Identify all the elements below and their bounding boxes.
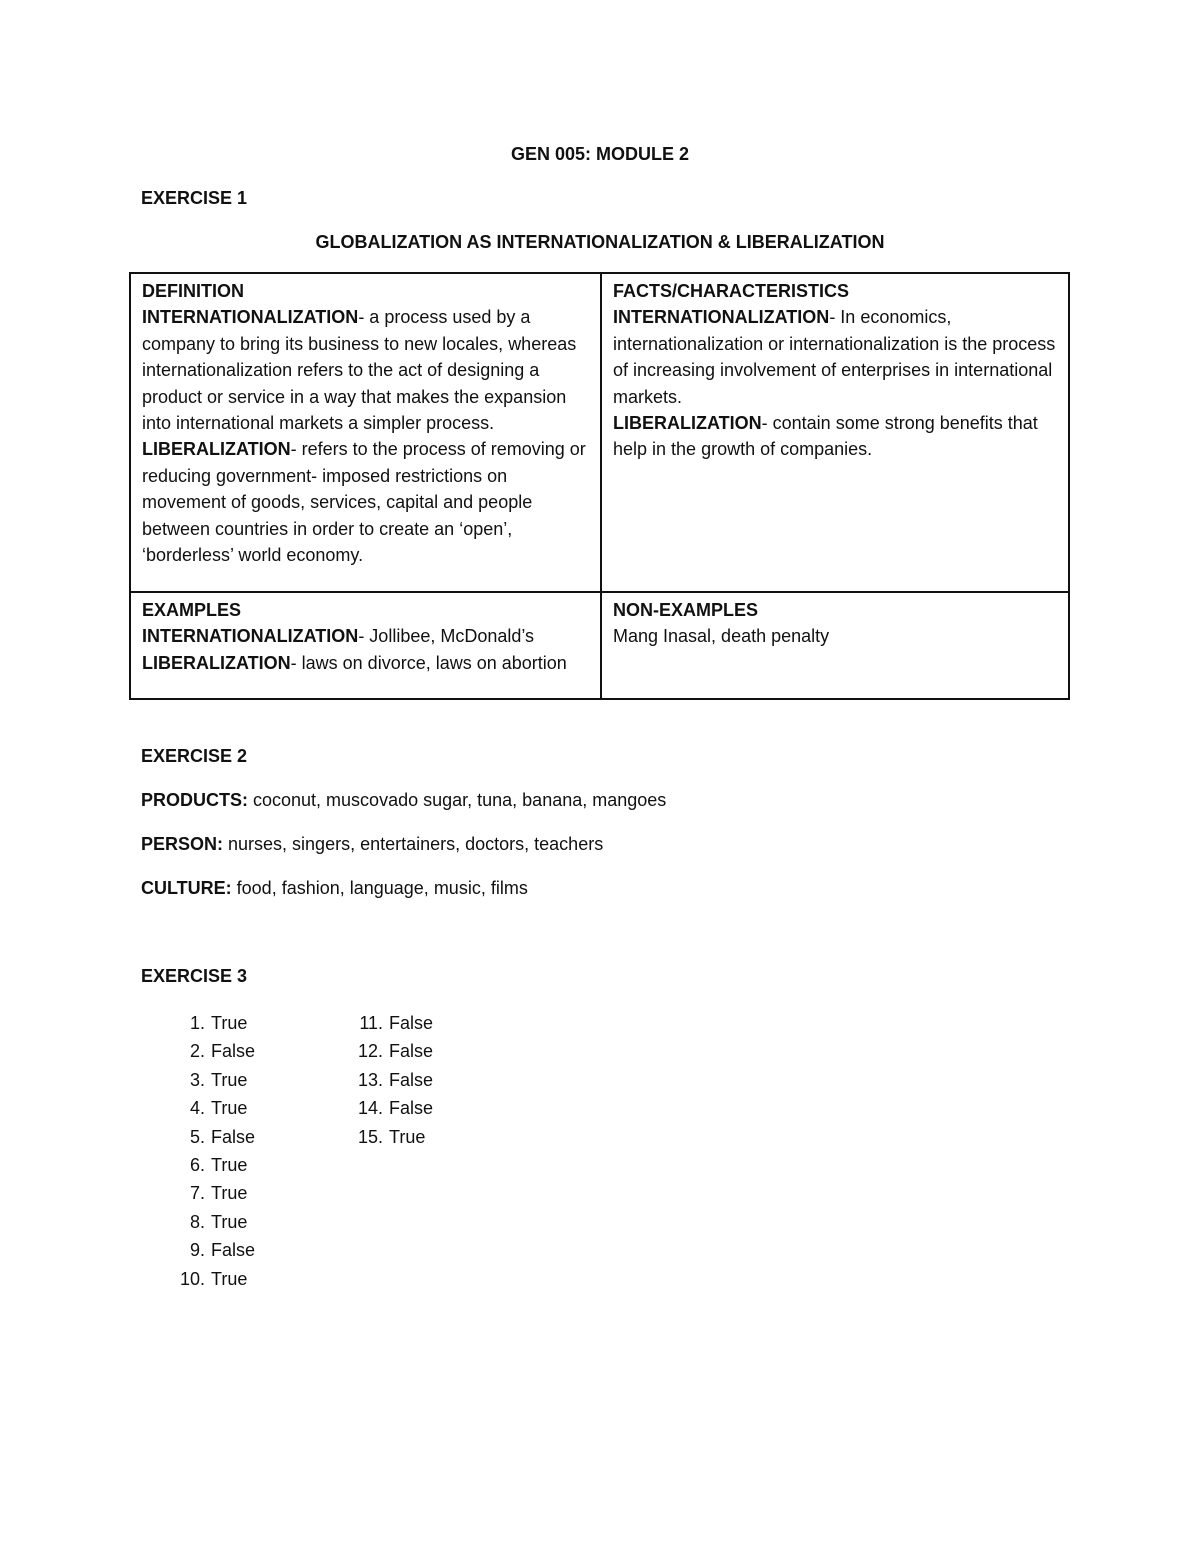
answer-number: 5. <box>189 1126 205 1147</box>
list-item <box>169 1009 255 1037</box>
answer-value: True <box>211 1098 248 1119</box>
products-label: PRODUCTS: <box>141 790 248 810</box>
definition-internationalization-text: - a process used by a company to bring its business to new locales, whereas internationalization refers to the act of designing a product or service in a way that makes the expansion into international markets a simpler process. <box>142 307 577 434</box>
facts-label: FACTS/CHARACTERISTICS <box>613 281 850 301</box>
answer-number: 12. <box>357 1041 383 1062</box>
answer-value: False <box>211 1240 256 1261</box>
examples-liberalization <box>142 650 590 676</box>
list-item <box>169 1208 255 1236</box>
answer-value: True <box>211 1069 248 1090</box>
definition-internationalization <box>142 304 590 436</box>
list-item <box>347 1009 433 1037</box>
exercise2-heading: EXERCISE 2 <box>141 746 248 766</box>
list-item <box>169 1066 255 1094</box>
answer-number: 11. <box>359 1013 383 1033</box>
facts-liberalization-text: - contain some strong benefits that help in the growth of companies. <box>613 413 1038 460</box>
answer-value: True <box>211 1211 248 1232</box>
answers-column-2 <box>347 1009 433 1151</box>
examples-liberalization-text: - laws on divorce, laws on abortion <box>290 652 567 673</box>
person-text: nurses, singers, entertainers, doctors, teachers <box>223 834 604 854</box>
products-line <box>141 790 666 811</box>
answer-value: True <box>389 1126 426 1147</box>
products-text: coconut, muscovado sugar, tuna, banana, mangoes <box>248 790 667 810</box>
table-row <box>130 592 1069 699</box>
exercise3-heading: EXERCISE 3 <box>141 966 248 986</box>
facts-liberalization <box>613 410 1058 463</box>
culture-label: CULTURE: <box>141 878 232 898</box>
examples-internationalization <box>142 623 590 649</box>
answer-number: 4. <box>189 1098 205 1119</box>
term-liberalization: LIBERALIZATION <box>613 413 762 434</box>
facts-internationalization <box>613 304 1058 410</box>
list-item <box>169 1123 255 1151</box>
answer-value: False <box>211 1041 256 1062</box>
answer-value: False <box>389 1098 434 1119</box>
answer-number: 6. <box>189 1154 205 1175</box>
answer-value: False <box>211 1126 256 1147</box>
answer-value: True <box>211 1268 248 1289</box>
table-row <box>130 273 1069 592</box>
term-internationalization: INTERNATIONALIZATION <box>613 307 830 328</box>
term-liberalization: LIBERALIZATION <box>142 652 291 673</box>
definition-label: DEFINITION <box>142 281 244 301</box>
non-examples-cell <box>601 592 1069 699</box>
answer-number: 13. <box>357 1069 383 1090</box>
term-internationalization: INTERNATIONALIZATION <box>142 307 359 328</box>
list-item <box>169 1037 255 1065</box>
facts-cell <box>601 273 1069 592</box>
list-item <box>347 1094 433 1122</box>
examples-cell <box>130 592 601 699</box>
list-item <box>347 1037 433 1065</box>
answer-number: 1. <box>189 1013 205 1033</box>
answer-value: True <box>211 1183 248 1204</box>
list-item <box>169 1265 255 1293</box>
definition-cell <box>130 273 601 592</box>
answer-number: 10. <box>179 1268 205 1289</box>
answer-number: 14. <box>357 1098 383 1119</box>
term-internationalization: INTERNATIONALIZATION <box>142 626 359 647</box>
answer-number: 2. <box>189 1041 205 1062</box>
exercise1-subtitle: GLOBALIZATION AS INTERNATIONALIZATION & LIBERALIZATION <box>315 232 885 252</box>
answer-value: True <box>211 1154 248 1175</box>
list-item <box>169 1094 255 1122</box>
person-label: PERSON: <box>141 834 224 854</box>
answer-number: 15. <box>357 1126 383 1147</box>
answers-column-1 <box>169 1009 255 1293</box>
answer-number: 3. <box>189 1069 205 1090</box>
globalization-table <box>129 272 1070 700</box>
answer-value: True <box>211 1013 248 1033</box>
list-item <box>169 1151 255 1179</box>
list-item <box>347 1123 433 1151</box>
list-item <box>347 1066 433 1094</box>
answer-value: False <box>389 1013 434 1033</box>
answer-value: False <box>389 1069 434 1090</box>
facts-internationalization-text: - In economics, internationalization or internationalization is the process of increasing involvement of enterprises in international markets. <box>613 307 1056 407</box>
examples-label: EXAMPLES <box>142 600 242 620</box>
list-item <box>169 1236 255 1264</box>
culture-text: food, fashion, language, music, films <box>231 878 528 898</box>
definition-liberalization-text: - refers to the process of removing or reducing government- imposed restrictions on movement of goods, services, capital and people between countries in order to create an ‘open’, ‘borderless’ world economy. <box>142 439 586 566</box>
answer-number: 7. <box>189 1183 205 1204</box>
exercise1-heading: EXERCISE 1 <box>141 188 248 208</box>
non-examples-text: Mang Inasal, death penalty <box>613 626 830 647</box>
document-title: GEN 005: MODULE 2 <box>510 144 690 164</box>
examples-internationalization-text: - Jollibee, McDonald’s <box>358 626 535 647</box>
list-item <box>169 1179 255 1207</box>
term-liberalization: LIBERALIZATION <box>142 439 291 460</box>
definition-liberalization <box>142 436 590 568</box>
answer-number: 8. <box>189 1211 205 1232</box>
non-examples-label: NON-EXAMPLES <box>613 600 759 620</box>
answer-number: 9. <box>189 1240 205 1261</box>
person-line <box>141 834 603 855</box>
culture-line <box>141 878 528 899</box>
answer-value: False <box>389 1041 434 1062</box>
